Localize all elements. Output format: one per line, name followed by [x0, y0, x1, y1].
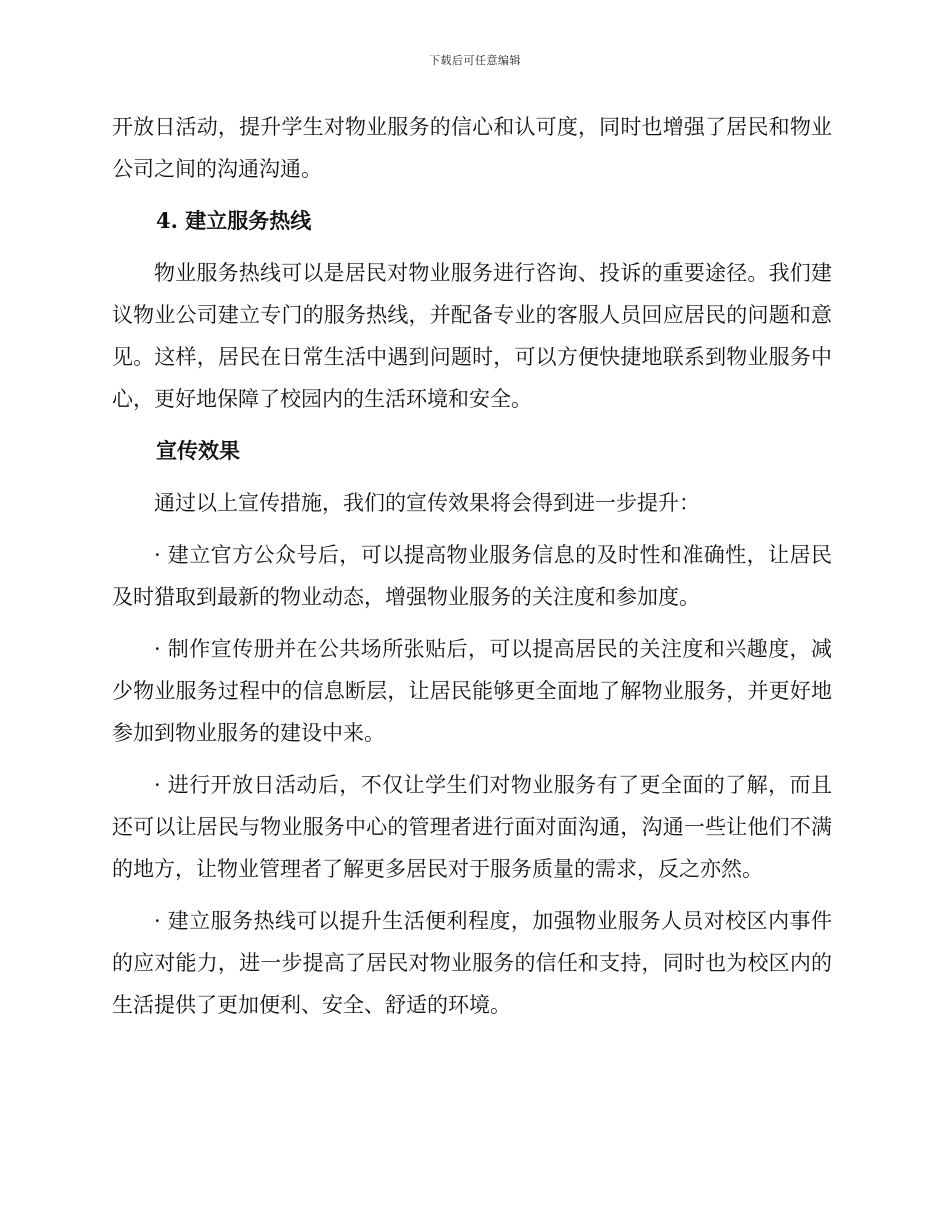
paragraph-service-hotline: 物业服务热线可以是居民对物业服务进行咨询、投诉的重要途径。我们建议物业公司建立专门的服务热线，并配备专业的客服人员回应居民的问题和意见。这样，居民在日常生活中遇到问题时，可以方便快捷地联系到物业服务中心，更好地保障了校园内的生活环境和安全。 [112, 261, 832, 411]
document-body [112, 106, 832, 1026]
bullet-official-account: · 建立官方公众号后，可以提高物业服务信息的及时性和准确性，让居民及时猎取到最新的物业动态，增强物业服务的关注度和参加度。 [112, 543, 832, 609]
paragraph-publicity-intro: 通过以上宣传措施，我们的宣传效果将会得到进一步提升： [154, 491, 700, 515]
section-heading-publicity-effect: 宣传效果 [156, 438, 240, 463]
bullet-brochure: · 制作宣传册并在公共场所张贴后，可以提高居民的关注度和兴趣度，减少物业服务过程中的信息断层，让居民能够更全面地了解物业服务，并更好地参加到物业服务的建设中来。 [112, 637, 832, 745]
paragraph-open-day-continuation: 开放日活动，提升学生对物业服务的信心和认可度，同时也增强了居民和物业公司之间的沟通沟通。 [112, 115, 832, 181]
section-heading-service-hotline: 4. 建立服务热线 [156, 208, 312, 233]
page-header: 下载后可任意编辑 [429, 54, 521, 67]
bullet-open-day: · 进行开放日活动后，不仅让学生们对物业服务有了更全面的了解，而且还可以让居民与物业服务中心的管理者进行面对面沟通，沟通一些让他们不满的地方，让物业管理者了解更多居民对于服务质量的需求，反之亦然。 [112, 773, 832, 881]
bullet-hotline: · 建立服务热线可以提升生活便利程度，加强物业服务人员对校区内事件的应对能力，进一步提高了居民对物业服务的信任和支持，同时也为校区内的生活提供了更加便利、安全、舒适的环境。 [112, 909, 832, 1017]
